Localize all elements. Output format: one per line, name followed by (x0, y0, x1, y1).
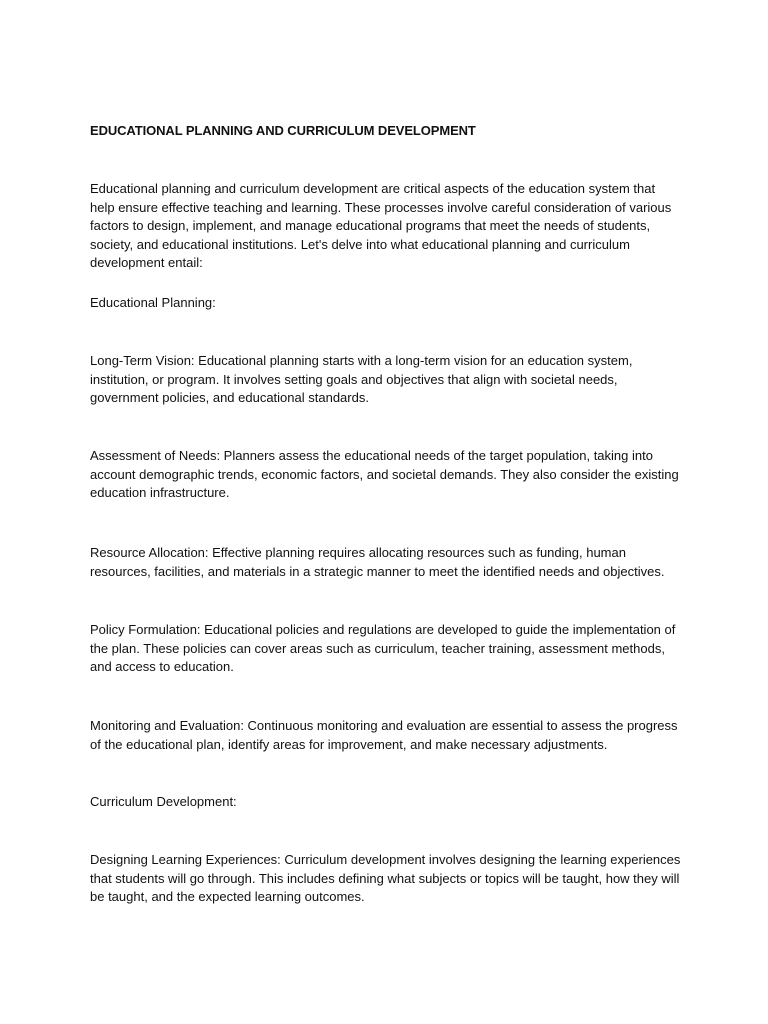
paragraph-resource-allocation: Resource Allocation: Effective planning requires allocating resources such as funding, human resources, facilities, and materials in a strategic manner to meet the identified needs and objectives. (90, 545, 665, 579)
document-title: EDUCATIONAL PLANNING AND CURRICULUM DEVELOPMENT (90, 123, 476, 138)
paragraph-policy-formulation: Policy Formulation: Educational policies and regulations are developed to guide the implementation of the plan. These policies can cover areas such as curriculum, teacher training, assessment methods, and access to education. (90, 622, 676, 675)
section-heading-curriculum-development: Curriculum Development: (90, 794, 237, 809)
intro-paragraph: Educational planning and curriculum development are critical aspects of the education system that help ensure effective teaching and learning. These processes involve careful consideration of various factors to design, implement, and manage educational programs that meet the needs of students, society, and educational institutions. Let's delve into what educational planning and curriculum development entail: (90, 181, 672, 271)
paragraph-long-term-vision: Long-Term Vision: Educational planning starts with a long-term vision for an education system, institution, or program. It involves setting goals and objectives that align with societal needs, government policies, and educational standards. (90, 353, 633, 406)
paragraph-designing-learning-experiences: Designing Learning Experiences: Curriculum development involves designing the learning experiences that students will go through. This includes defining what subjects or topics will be taught, how they will be taught, and the expected learning outcomes. (90, 852, 681, 905)
section-heading-educational-planning: Educational Planning: (90, 295, 216, 310)
paragraph-assessment-of-needs: Assessment of Needs: Planners assess the educational needs of the target population, taking into account demographic trends, economic factors, and societal demands. They also consider the existing education infrastructure. (90, 448, 679, 501)
paragraph-monitoring-evaluation: Monitoring and Evaluation: Continuous monitoring and evaluation are essential to assess the progress of the educational plan, identify areas for improvement, and make necessary adjustments. (90, 718, 678, 752)
